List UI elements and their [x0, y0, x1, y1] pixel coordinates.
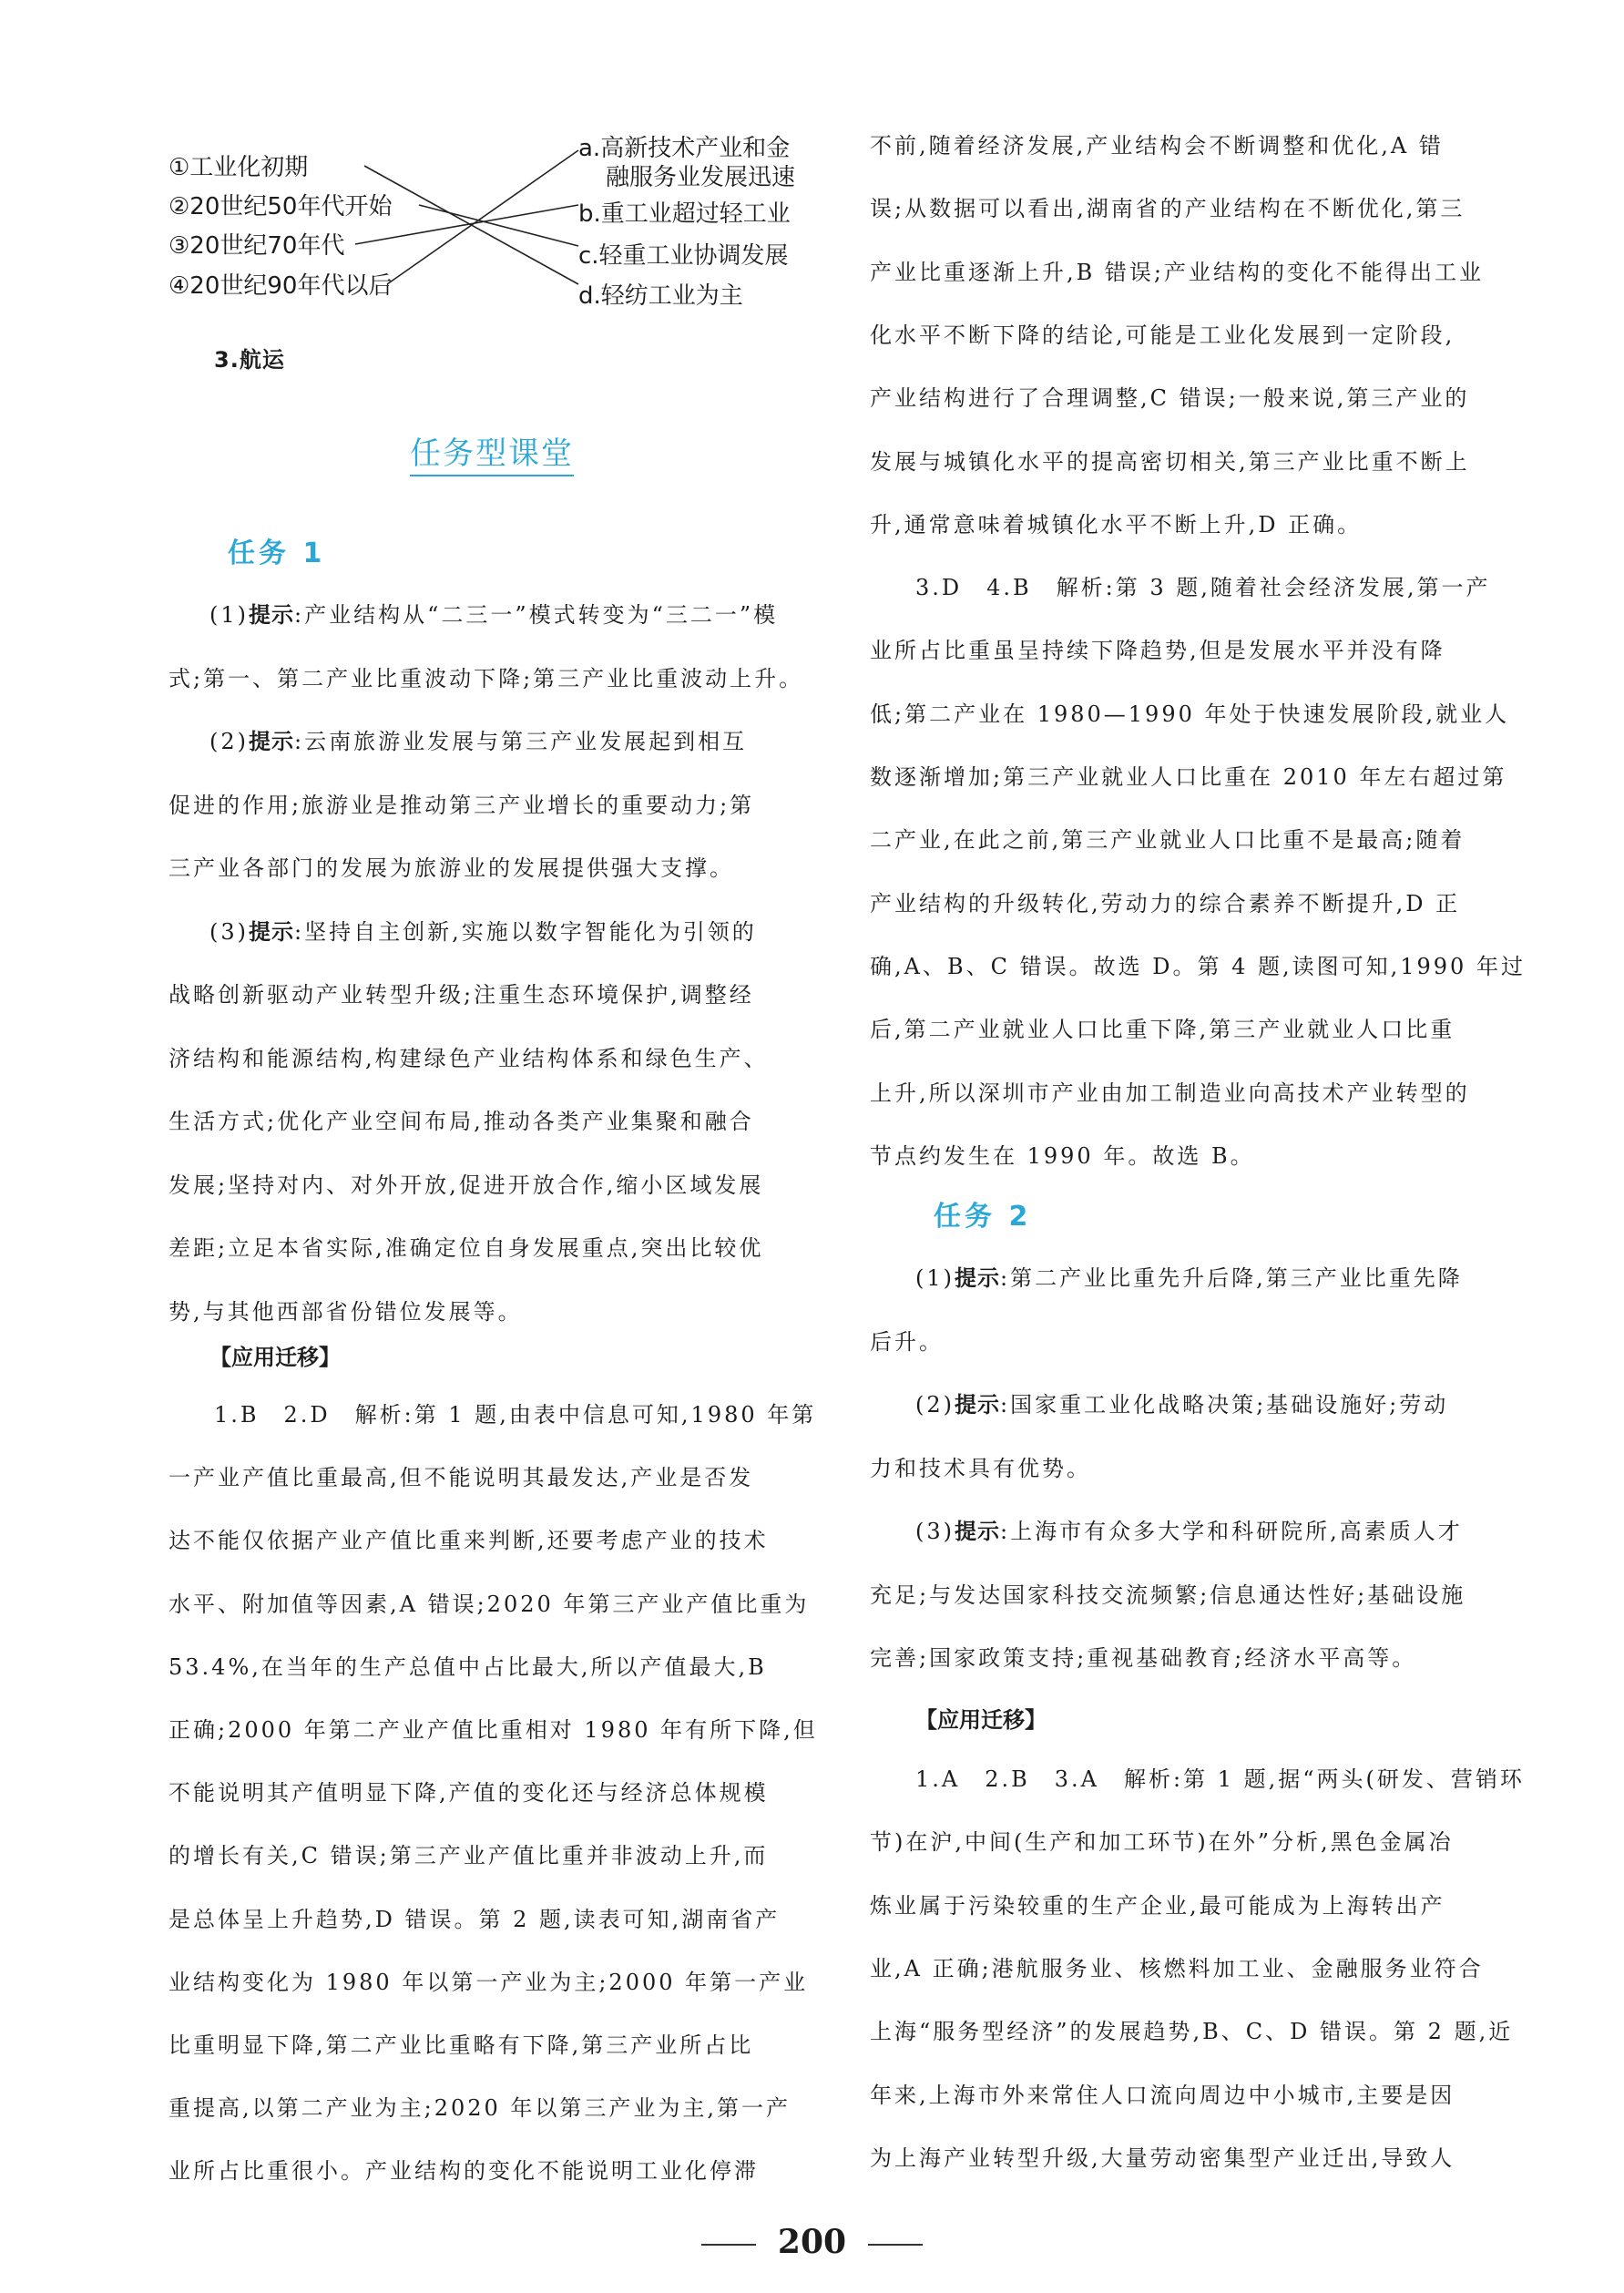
text-line: [169, 963, 754, 1027]
task2-title: 任务 2: [934, 1201, 1032, 1233]
text-line: [870, 1437, 1091, 1500]
text-line: [169, 1027, 769, 1090]
hint-text: :产业结构从“二三一”模式转变为“三二一”模: [294, 602, 779, 628]
text-line: 水平、附加值等因素,A 错误;2020 年第三产业产值比重为: [169, 1591, 810, 1617]
text-line: 是总体呈上升趋势,D 错误。第 2 题,读表可知,湖南省产: [169, 1906, 781, 1932]
hint-number: (2): [209, 729, 249, 754]
page-number-dash-left: [701, 2244, 756, 2246]
match-left-3: ③20世纪70年代: [169, 232, 345, 260]
text-line: [169, 836, 734, 900]
text-line: 正确;2000 年第二产业产值比重相对 1980 年有所下降,但: [169, 1717, 818, 1743]
text-line: 低;第二产业在 1980—1990 年处于快速发展阶段,就业人: [870, 701, 1510, 727]
text-line: 年来,上海市外来常住人口流向周边中小城市,主要是因: [870, 2082, 1455, 2108]
text-line: 节)在沪,中间(生产和加工环节)在外”分析,黑色金属冶: [870, 1829, 1454, 1856]
text-line: 1.B 2.D 解析:第 1 题,由表中信息可知,1980 年第: [214, 1402, 817, 1428]
text-line: 确,A、B、C 错误。故选 D。第 4 题,读图可知,1990 年过: [870, 953, 1526, 979]
hint-text: 三产业各部门的发展为旅游业的发展提供强大支撑。: [169, 855, 734, 881]
text-line: [169, 1153, 763, 1217]
text-line: 发展与城镇化水平的提高密切相关,第三产业比重不断上: [870, 448, 1470, 475]
text-line: [169, 1090, 754, 1153]
text-line: 1.A 2.B 3.A 解析:第 1 题,据“两头(研发、营销环: [915, 1766, 1525, 1792]
text-line: [209, 900, 757, 964]
text-line: 业结构变化为 1980 年以第一产业为主;2000 年第一产业: [169, 1969, 809, 1995]
text-line: 节点约发生在 1990 年。故选 B。: [870, 1142, 1255, 1169]
text-line: 化水平不断下降的结论,可能是工业化发展到一定阶段,: [870, 322, 1455, 348]
matching-diagram: [169, 132, 824, 328]
hint-text: 发展;坚持对内、对外开放,促进开放合作,缩小区域发展: [169, 1172, 764, 1198]
text-line: 比重明显下降,第二产业比重略有下降,第三产业所占比: [169, 2032, 754, 2058]
text-line: 不能说明其产值明显下降,产值的变化还与经济总体规模: [169, 1780, 769, 1807]
text-line: 业所占比重虽呈持续下降趋势,但是发展水平并没有降: [870, 638, 1445, 664]
text-line: [870, 1310, 944, 1374]
text-line: 一产业产值比重最高,但不能说明其最发达,产业是否发: [169, 1465, 754, 1491]
match-right-b: b.重工业超过轻工业: [578, 200, 791, 228]
text-line: 上海“服务型经济”的发展趋势,B、C、D 错误。第 2 题,近: [870, 2019, 1514, 2045]
hint-text: :上海市有众多大学和科研院所,高素质人才: [1000, 1519, 1463, 1544]
hint-text: 差距;立足本省实际,准确定位自身发展重点,突出比较优: [169, 1235, 764, 1261]
text-line: 产业比重逐渐上升,B 错误;产业结构的变化不能得出工业: [870, 259, 1484, 285]
answer-q3: 3.航运: [214, 347, 285, 373]
hint-label: 提示: [249, 918, 294, 945]
text-line: [915, 1500, 1463, 1563]
hint-text: :坚持自主创新,实施以数字智能化为引领的: [294, 918, 757, 945]
hint-label: 提示: [955, 1392, 1000, 1418]
hint-label: 提示: [249, 602, 294, 628]
text-line: 为上海产业转型升级,大量劳动密集型产业迁出,导致人: [870, 2145, 1455, 2171]
text-line: [870, 1563, 1466, 1627]
text-line: 产业结构进行了合理调整,C 错误;一般来说,第三产业的: [870, 385, 1470, 412]
text-line: [915, 1246, 1463, 1310]
hint-label: 提示: [249, 729, 294, 754]
text-line: 后,第二产业就业人口比重下降,第三产业就业人口比重: [870, 1017, 1455, 1043]
text-line: 误;从数据可以看出,湖南省的产业结构在不断优化,第三: [870, 196, 1466, 222]
text-line: 3.D 4.B 解析:第 3 题,随着社会经济发展,第一产: [915, 575, 1491, 601]
hint-text: 生活方式;优化产业空间布局,推动各类产业集聚和融合: [169, 1109, 754, 1134]
text-line: [915, 1373, 1448, 1437]
page-number: 200: [777, 2223, 847, 2261]
hint-text: 充足;与发达国家科技交流频繁;信息通达性好;基础设施: [870, 1582, 1466, 1608]
hint-text: :云南旅游业发展与第三产业发展起到相互: [294, 729, 748, 754]
hint-text: 式;第一、第二产业比重波动下降;第三产业比重波动上升。: [169, 665, 804, 691]
text-line: [209, 710, 747, 773]
text-line: 数逐渐增加;第三产业就业人口比重在 2010 年左右超过第: [870, 764, 1507, 790]
hint-text: :第二产业比重先升后降,第三产业比重先降: [1000, 1265, 1463, 1291]
match-right-a1: a.高新技术产业和金: [578, 135, 791, 162]
text-line: [169, 773, 754, 837]
hint-number: (3): [209, 918, 249, 945]
match-right-a2: 融服务业发展迅速: [606, 164, 796, 191]
text-line: 业所占比重很小。产业结构的变化不能说明工业化停滞: [169, 2158, 759, 2185]
section-title: 任务型课堂: [410, 428, 574, 476]
page-number-dash-right: [868, 2244, 923, 2246]
text-line: [169, 1280, 523, 1344]
match-left-2: ②20世纪50年代开始: [169, 193, 393, 220]
text-line: [209, 583, 778, 647]
text-line: 达不能仅依据产业产值比重来判断,还要考虑产业的技术: [169, 1528, 769, 1554]
hint-text: 促进的作用;旅游业是推动第三产业增长的重要动力;第: [169, 792, 755, 818]
text-line: 二产业,在此之前,第三产业就业人口比重不是最高;随着: [870, 827, 1466, 854]
text-line: 重提高,以第二产业为主;2020 年以第三产业为主,第一产: [169, 2095, 792, 2122]
text-line: 上升,所以深圳市产业由加工制造业向高技术产业转型的: [870, 1080, 1470, 1106]
hint-number: (1): [915, 1265, 955, 1291]
hint-text: 济结构和能源结构,构建绿色产业结构体系和绿色生产、: [169, 1045, 769, 1071]
match-left-1: ①工业化初期: [169, 154, 309, 181]
hint-number: (1): [209, 602, 249, 628]
hint-number: (3): [915, 1519, 955, 1544]
task2-apply-title: 【应用迁移】: [915, 1707, 1047, 1733]
text-line: 53.4%,在当年的生产总值中占比最大,所以产值最大,B: [169, 1653, 767, 1680]
match-right-c: c.轻重工业协调发展: [578, 242, 789, 270]
text-line: [169, 647, 803, 711]
hint-text: 后升。: [870, 1328, 944, 1355]
text-line: 炼业属于污染较重的生产企业,最可能成为上海转出产: [870, 1892, 1445, 1919]
task1-title: 任务 1: [228, 537, 326, 569]
hint-text: 力和技术具有优势。: [870, 1455, 1091, 1481]
hint-text: 势,与其他西部省份错位发展等。: [169, 1298, 523, 1325]
match-right-d: d.轻纺工业为主: [578, 282, 743, 310]
page-number-row: [0, 2223, 1624, 2261]
text-line: 不前,随着经济发展,产业结构会不断调整和优化,A 错: [870, 133, 1444, 159]
text-line: 升,通常意味着城镇化水平不断上升,D 正确。: [870, 511, 1363, 537]
hint-text: 完善;国家政策支持;重视基础教育;经济水平高等。: [870, 1645, 1417, 1671]
match-left-4: ④20世纪90年代以后: [169, 272, 393, 300]
hint-text: :国家重工业化战略决策;基础设施好;劳动: [1000, 1392, 1449, 1418]
text-line: 业,A 正确;港航服务业、核燃料加工业、金融服务业符合: [870, 1955, 1484, 1981]
text-line: [169, 1216, 763, 1280]
text-line: 产业结构的升级转化,劳动力的综合素养不断提升,D 正: [870, 890, 1461, 916]
hint-label: 提示: [955, 1265, 1000, 1291]
hint-number: (2): [915, 1392, 955, 1418]
hint-label: 提示: [955, 1519, 1000, 1544]
hint-text: 战略创新驱动产业转型升级;注重生态环境保护,调整经: [169, 982, 754, 1008]
text-line: [870, 1626, 1416, 1690]
text-line: 的增长有关,C 错误;第三产业产值比重并非波动上升,而: [169, 1843, 769, 1869]
task1-apply-title: 【应用迁移】: [209, 1345, 341, 1370]
